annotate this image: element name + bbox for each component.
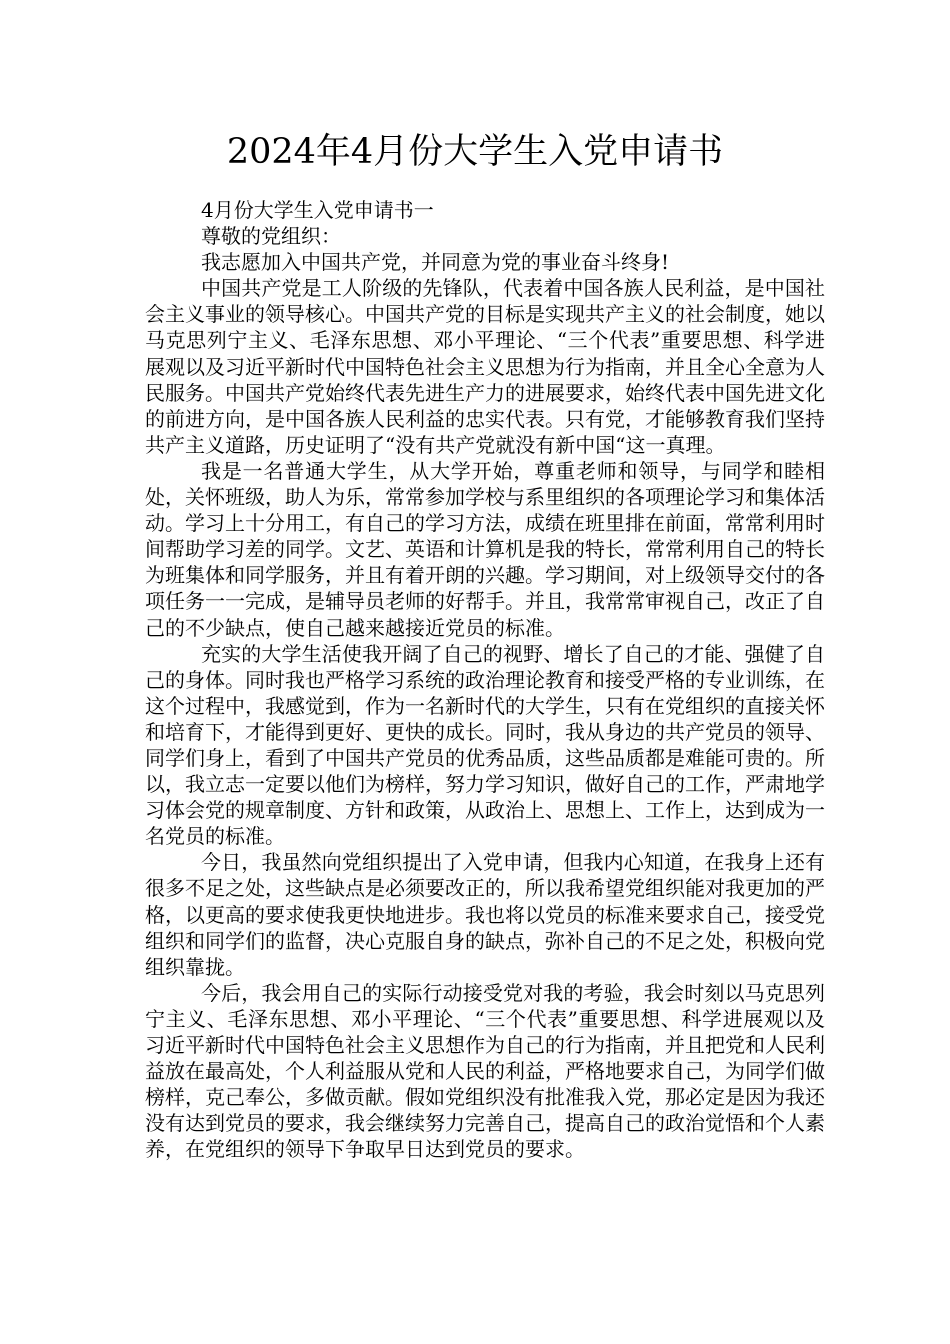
subtitle-line: 4月份大学生入党申请书一 [201, 198, 434, 222]
salutation-line: 尊敬的党组织： [201, 224, 341, 249]
paragraph: 中国共产党是工人阶级的先锋队，代表着中国各族人民利益，是中国社会主义事业的领导核心。中国共产党的目标是实现共产主义的社会制度，她以马克思列宁主义、毛泽东思想、邓小平理论、“三个代表”重要思想、科学进展观以及习近平新时代中国特色社会主义思想为行为指南，并且全心全意为人民服务。中国共产党始终代表先进生产力的进展要求，始终代表中国先进文化的前进方向，是中国各族人民利益的忠实代表。只有党，才能够教育我们坚持共产主义道路，历史证明了“没有共产党就没有新中国“这一真理。 [145, 276, 825, 457]
document-body [145, 197, 825, 1162]
document-title: 2024年4月份大学生入党申请书 [226, 132, 724, 172]
paragraph: 充实的大学生活使我开阔了自己的视野、增长了自己的才能、强健了自己的身体。同时我也严格学习系统的政治理论教育和接受严格的专业训练，在这个过程中，我感觉到，作为一名新时代的大学生，只有在党组织的直接关怀和培育下，才能得到更好、更快的成长。同时，我从身边的共产党员的领导、同学们身上，看到了中国共产党员的优秀品质，这些品质都是难能可贵的。所以，我立志一定要以他们为榜样，努力学习知识，做好自己的工作，严肃地学习体会党的规章制度、方针和政策，从政治上、思想上、工作上，达到成为一名党员的标准。 [145, 641, 825, 849]
paragraph: 今后，我会用自己的实际行动接受党对我的考验，我会时刻以马克思列宁主义、毛泽东思想、邓小平理论、“三个代表”重要思想、科学进展观以及习近平新时代中国特色社会主义思想作为自己的行为指南，并且把党和人民利益放在最高处，个人利益服从党和人民的利益，严格地要求自己，为同学们做榜样，克己奉公，多做贡献。假如党组织没有批准我入党，那必定是因为我还没有达到党员的要求，我会继续努力完善自己，提高自己的政治觉悟和个人素养，在党组织的领导下争取早日达到党员的要求。 [145, 980, 825, 1162]
paragraph: 我志愿加入中国共产党，并同意为党的事业奋斗终身! [201, 250, 670, 275]
paragraph: 今日，我虽然向党组织提出了入党申请，但我内心知道，在我身上还有很多不足之处，这些缺点是必须要改正的，所以我希望党组织能对我更加的严格，以更高的要求使我更快地进步。我也将以党员的标准来要求自己，接受党组织和同学们的监督，决心克服自身的缺点，弥补自己的不足之处，积极向党组织靠拢。 [145, 850, 825, 979]
paragraph: 我是一名普通大学生，从大学开始，尊重老师和领导，与同学和睦相处，关怀班级，助人为乐，常常参加学校与系里组织的各项理论学习和集体活动。学习上十分用工，有自己的学习方法，成绩在班里排在前面，常常利用时间帮助学习差的同学。文艺、英语和计算机是我的特长，常常利用自己的特长为班集体和同学服务，并且有着开朗的兴趣。学习期间，对上级领导交付的各项任务一一完成，是辅导员老师的好帮手。并且，我常常审视自己，改正了自己的不少缺点，使自己越来越接近党员的标准。 [145, 458, 825, 640]
